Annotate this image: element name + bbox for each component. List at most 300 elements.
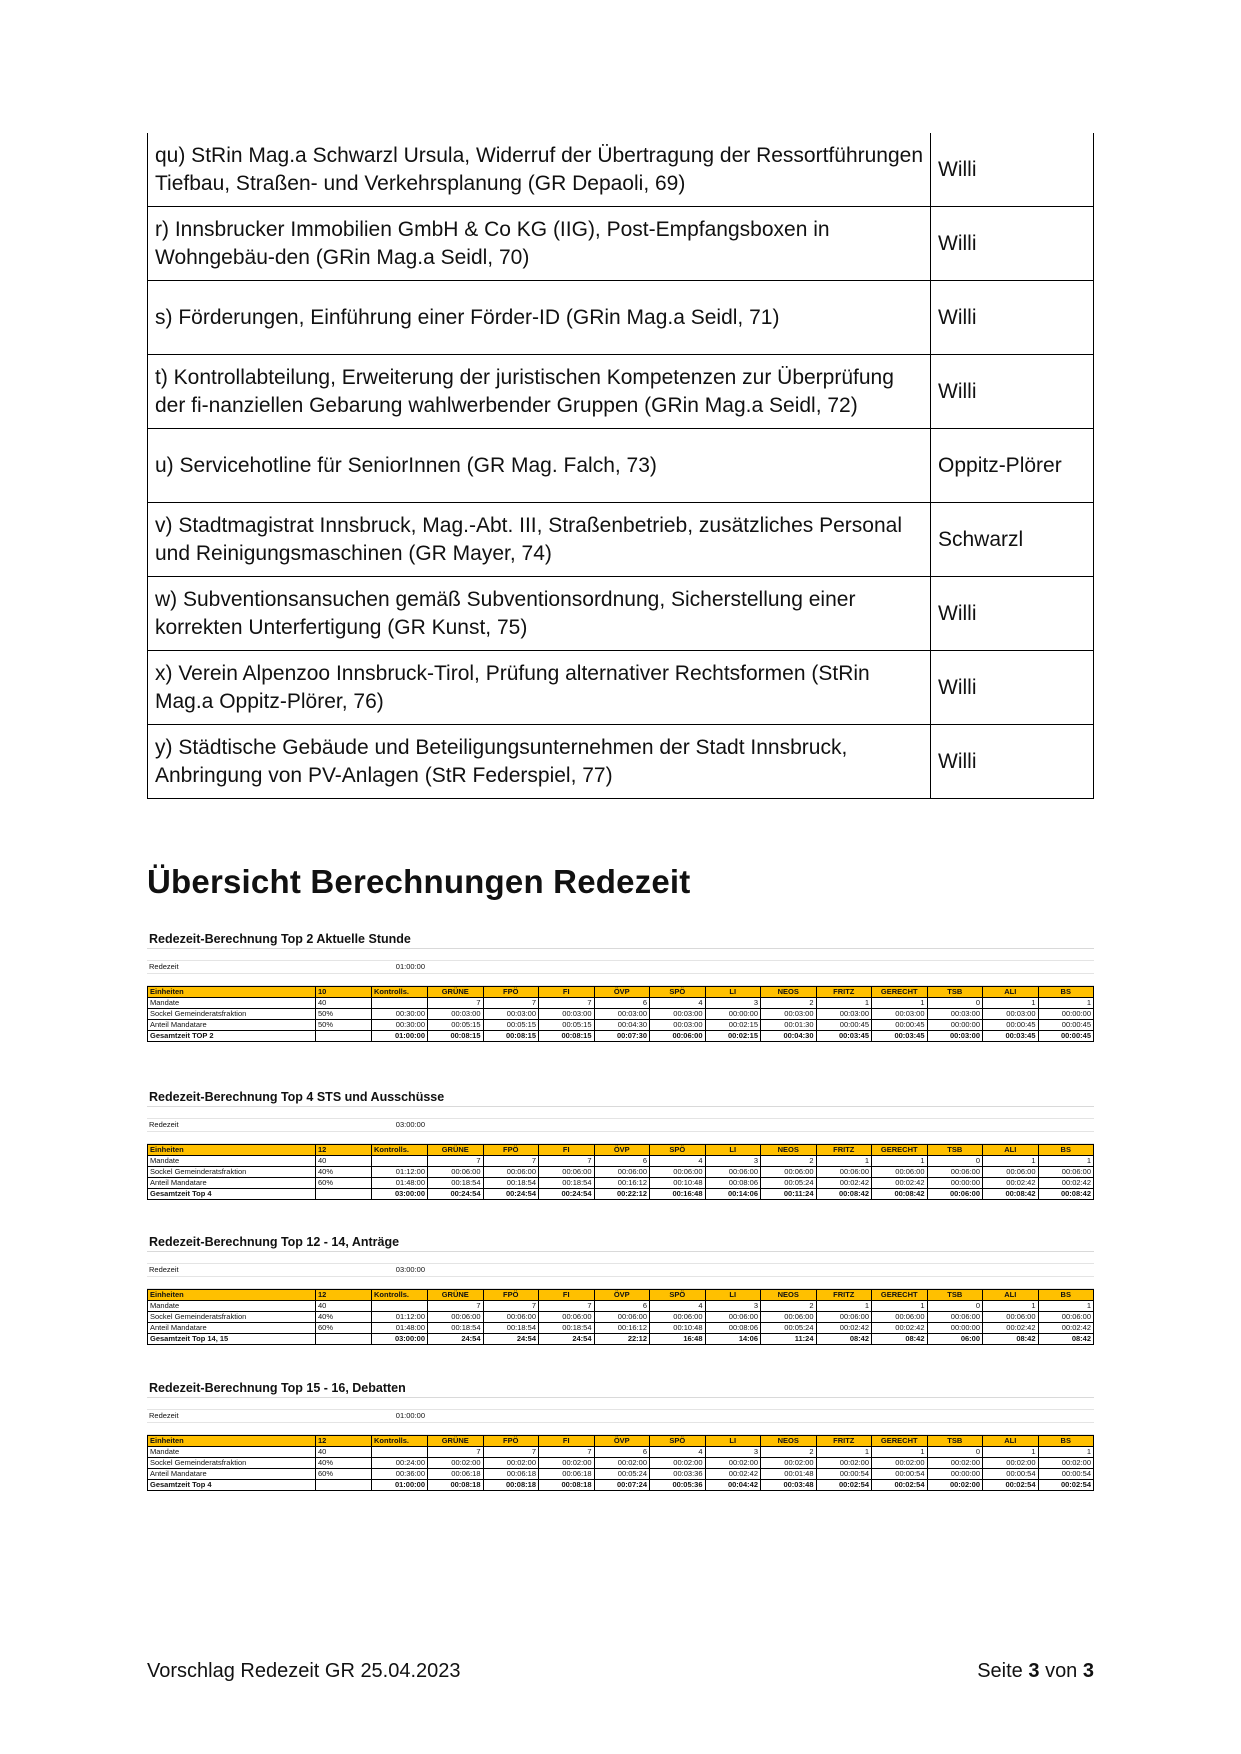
agenda-item-person: Willi [931,577,1094,651]
anteil-cell: 00:04:30 [594,1020,650,1031]
mandate-cell: 7 [539,1301,595,1312]
total-ctrl: 03:00:00 [372,1334,428,1345]
sockel-cell: 00:06:00 [1038,1312,1094,1323]
agenda-item-text: qu) StRin Mag.a Schwarzl Ursula, Widerruf der Übertragung der Ressortführungen Tiefbau, Straßen- und Verkehrsplanung (GR Depaoli, 69) [148,133,931,207]
anteil-cell: 00:10:48 [650,1323,706,1334]
anteil-cell: 00:02:42 [816,1178,872,1189]
header-party: GERECHT [872,987,928,998]
redezeit-label: Redezeit [149,1120,179,1129]
agenda-item-person: Willi [931,281,1094,355]
agenda-item-person: Willi [931,651,1094,725]
header-party: NEOS [761,987,817,998]
mandate-cell: 7 [539,1447,595,1458]
header-party: FI [539,987,595,998]
header-party: TSB [927,1145,983,1156]
anteil-cell: 00:10:48 [650,1178,706,1189]
sheet-title: Redezeit-Berechnung Top 12 - 14, Anträge [147,1232,1094,1252]
total-cell: 00:02:54 [983,1480,1039,1491]
sockel-cell: 00:02:00 [594,1458,650,1469]
anteil-row [148,1178,1094,1189]
blank-row [147,974,1094,986]
footer-document-title: Vorschlag Redezeit GR 25.04.2023 [147,1660,461,1682]
mandate-cell: 2 [761,1447,817,1458]
sockel-cell: 00:03:00 [483,1009,539,1020]
header-party: GRÜNE [428,1145,484,1156]
anteil-cell: 00:00:45 [1038,1020,1094,1031]
blank-row [147,949,1094,961]
sockel-cell: 00:03:00 [594,1009,650,1020]
redezeit-value: 03:00:00 [395,1265,425,1274]
total-cell: 00:02:15 [705,1031,761,1042]
mandate-cell: 2 [761,998,817,1009]
header-party: GERECHT [872,1145,928,1156]
mandate-cell: 4 [650,1301,706,1312]
anteil-cell: 00:00:00 [927,1020,983,1031]
redezeit-value: 01:00:00 [395,962,425,971]
mandate-row [148,1301,1094,1312]
sockel-cell: 00:06:00 [705,1312,761,1323]
page-current: 3 [1028,1660,1040,1682]
total-cell: 08:42 [872,1334,928,1345]
anteil-cell: 00:05:15 [539,1020,595,1031]
anteil-cell: 00:18:54 [483,1323,539,1334]
mandate-label: Mandate [148,1301,316,1312]
anteil-cell: 00:16:12 [594,1178,650,1189]
mandate-cell: 6 [594,1301,650,1312]
total-cell: 24:54 [428,1334,484,1345]
sockel-ctrl: 01:12:00 [372,1167,428,1178]
total-cell: 00:06:00 [927,1189,983,1200]
header-einheiten: Einheiten [148,1145,316,1156]
footer-page-number [977,1657,1094,1685]
mandate-cell: 3 [705,1301,761,1312]
sockel-cell: 00:00:00 [705,1009,761,1020]
agenda-item-text: y) Städtische Gebäude und Beteiligungsunternehmen der Stadt Innsbruck, Anbringung von PV-Anlagen (StR Federspiel, 77) [148,725,931,799]
total-cell: 24:54 [483,1334,539,1345]
header-party: ALI [983,1145,1039,1156]
anteil-cell: 00:03:00 [650,1020,706,1031]
agenda-row [148,725,1094,799]
total-cell: 00:08:42 [816,1189,872,1200]
mandate-cell: 7 [428,1301,484,1312]
sockel-cell: 00:03:00 [816,1009,872,1020]
anteil-ctrl: 00:30:00 [372,1020,428,1031]
header-party: FI [539,1436,595,1447]
header-party: BS [1038,1290,1094,1301]
redezeit-table [147,1289,1094,1345]
mandate-cell: 3 [705,998,761,1009]
mandate-cell: 7 [483,1156,539,1167]
header-einheiten-value: 12 [316,1436,372,1447]
sockel-pct: 40% [316,1312,372,1323]
blank-row [147,1423,1094,1435]
total-cell: 00:08:42 [1038,1189,1094,1200]
sockel-row [148,1167,1094,1178]
anteil-cell: 00:02:42 [816,1323,872,1334]
anteil-ctrl: 00:36:00 [372,1469,428,1480]
total-row [148,1334,1094,1345]
mandate-ctrl [372,1447,428,1458]
total-cell: 00:06:00 [650,1031,706,1042]
anteil-cell: 00:01:30 [761,1020,817,1031]
header-einheiten: Einheiten [148,1290,316,1301]
sockel-label: Sockel Gemeinderatsfraktion [148,1009,316,1020]
header-party: GERECHT [872,1436,928,1447]
anteil-row [148,1020,1094,1031]
blank-row [147,1132,1094,1144]
total-cell: 00:24:54 [539,1189,595,1200]
mandate-cell: 1 [983,1301,1039,1312]
total-ctrl: 01:00:00 [372,1031,428,1042]
sheet-title: Redezeit-Berechnung Top 4 STS und Ausschüsse [147,1087,1094,1107]
sockel-cell: 00:02:00 [927,1458,983,1469]
header-party: ÖVP [594,1145,650,1156]
redezeit-label: Redezeit [149,962,179,971]
header-party: FRITZ [816,1436,872,1447]
mandate-total: 40 [316,1301,372,1312]
header-party: GRÜNE [428,1290,484,1301]
total-cell: 00:04:30 [761,1031,817,1042]
mandate-row [148,1447,1094,1458]
agenda-item-person: Willi [931,133,1094,207]
sockel-cell: 00:06:00 [650,1312,706,1323]
sockel-cell: 00:06:00 [650,1167,706,1178]
mandate-cell: 0 [927,1156,983,1167]
total-cell: 00:08:18 [483,1480,539,1491]
mandate-cell: 4 [650,1447,706,1458]
header-party: NEOS [761,1290,817,1301]
total-cell: 00:02:00 [927,1480,983,1491]
anteil-cell: 00:00:54 [983,1469,1039,1480]
header-party: FI [539,1145,595,1156]
anteil-pct: 60% [316,1323,372,1334]
redezeit-row [147,961,1094,974]
section-heading: Übersicht Berechnungen Redezeit [147,863,691,900]
header-row [148,1145,1094,1156]
redezeit-sheet [147,1378,1094,1491]
header-party: BS [1038,1436,1094,1447]
anteil-label: Anteil Mandatare [148,1178,316,1189]
anteil-cell: 00:02:42 [983,1323,1039,1334]
total-cell: 00:08:15 [539,1031,595,1042]
mandate-label: Mandate [148,1156,316,1167]
anteil-cell: 00:02:42 [872,1178,928,1189]
redezeit-table [147,986,1094,1042]
agenda-item-text: t) Kontrollabteilung, Erweiterung der juristischen Kompetenzen zur Überprüfung der fi-nanziellen Gebarung wahlwerbender Gruppen (GRin Mag.a Seidl, 72) [148,355,931,429]
anteil-cell: 00:00:54 [816,1469,872,1480]
mandate-cell: 7 [483,1447,539,1458]
agenda-table [147,133,1094,799]
mandate-cell: 1 [983,1156,1039,1167]
mandate-cell: 1 [1038,1447,1094,1458]
mandate-cell: 2 [761,1156,817,1167]
total-cell: 00:16:48 [650,1189,706,1200]
sockel-cell: 00:02:00 [816,1458,872,1469]
total-cell: 00:02:54 [872,1480,928,1491]
sockel-label: Sockel Gemeinderatsfraktion [148,1458,316,1469]
agenda-item-text: s) Förderungen, Einführung einer Förder-ID (GRin Mag.a Seidl, 71) [148,281,931,355]
agenda-item-person: Willi [931,207,1094,281]
sockel-row [148,1009,1094,1020]
agenda-row [148,355,1094,429]
redezeit-table [147,1435,1094,1491]
sockel-cell: 00:06:00 [483,1312,539,1323]
header-row [148,1436,1094,1447]
anteil-cell: 00:18:54 [539,1323,595,1334]
redezeit-pad [315,1264,371,1276]
anteil-pct: 50% [316,1020,372,1031]
mandate-ctrl [372,1156,428,1167]
mandate-cell: 7 [428,1447,484,1458]
sockel-pct: 50% [316,1009,372,1020]
agenda-item-text: u) Servicehotline für SeniorInnen (GR Mag. Falch, 73) [148,429,931,503]
redezeit-pad [315,1410,371,1422]
sockel-cell: 00:06:00 [872,1167,928,1178]
blank-row [147,1277,1094,1289]
sockel-cell: 00:06:00 [594,1312,650,1323]
mandate-cell: 0 [927,1301,983,1312]
total-row [148,1031,1094,1042]
header-party: FRITZ [816,1290,872,1301]
sockel-cell: 00:06:00 [428,1312,484,1323]
agenda-body [148,133,1094,799]
anteil-cell: 00:02:15 [705,1020,761,1031]
sockel-cell: 00:06:00 [816,1312,872,1323]
sockel-cell: 00:03:00 [983,1009,1039,1020]
mandate-cell: 1 [872,1447,928,1458]
header-party: ALI [983,1436,1039,1447]
sheet-title: Redezeit-Berechnung Top 2 Aktuelle Stunde [147,929,1094,949]
anteil-cell: 00:00:45 [816,1020,872,1031]
anteil-cell: 00:16:12 [594,1323,650,1334]
agenda-row [148,577,1094,651]
total-cell: 14:06 [705,1334,761,1345]
sockel-cell: 00:02:00 [483,1458,539,1469]
total-label: Gesamtzeit Top 4 [148,1189,316,1200]
agenda-row [148,651,1094,725]
total-cell: 00:05:36 [650,1480,706,1491]
total-cell: 00:04:42 [705,1480,761,1491]
total-cell: 00:03:45 [872,1031,928,1042]
blank-row [147,1398,1094,1410]
anteil-cell: 00:02:42 [872,1323,928,1334]
total-cell: 24:54 [539,1334,595,1345]
mandate-cell: 0 [927,998,983,1009]
header-party: GRÜNE [428,1436,484,1447]
mandate-ctrl [372,1301,428,1312]
mandate-label: Mandate [148,998,316,1009]
header-einheiten: Einheiten [148,1436,316,1447]
mandate-cell: 1 [816,1301,872,1312]
anteil-cell: 00:02:42 [1038,1178,1094,1189]
agenda-row [148,281,1094,355]
sockel-cell: 00:02:00 [428,1458,484,1469]
sockel-cell: 00:06:00 [539,1312,595,1323]
sockel-cell: 00:06:00 [872,1312,928,1323]
header-party: GERECHT [872,1290,928,1301]
anteil-label: Anteil Mandatare [148,1323,316,1334]
total-pct [316,1031,372,1042]
total-label: Gesamtzeit Top 14, 15 [148,1334,316,1345]
blank-row [147,1252,1094,1264]
agenda-item-person: Oppitz-Plörer [931,429,1094,503]
page-prefix: Seite [977,1660,1023,1682]
total-cell: 00:22:12 [594,1189,650,1200]
mandate-cell: 3 [705,1156,761,1167]
total-label: Gesamtzeit TOP 2 [148,1031,316,1042]
mandate-cell: 6 [594,998,650,1009]
header-party: TSB [927,1290,983,1301]
total-pct [316,1480,372,1491]
redezeit-row [147,1410,1094,1423]
agenda-item-person: Schwarzl [931,503,1094,577]
anteil-cell: 00:05:24 [761,1178,817,1189]
agenda-row [148,503,1094,577]
sockel-cell: 00:06:00 [927,1167,983,1178]
mandate-cell: 4 [650,1156,706,1167]
mandate-total: 40 [316,998,372,1009]
anteil-cell: 00:02:42 [1038,1323,1094,1334]
header-party: SPÖ [650,987,706,998]
mandate-cell: 0 [927,1447,983,1458]
total-cell: 08:42 [816,1334,872,1345]
mandate-cell: 7 [428,998,484,1009]
total-cell: 00:03:45 [816,1031,872,1042]
mandate-cell: 7 [428,1156,484,1167]
sockel-cell: 00:06:00 [428,1167,484,1178]
mandate-cell: 2 [761,1301,817,1312]
mandate-cell: 4 [650,998,706,1009]
mandate-row [148,1156,1094,1167]
anteil-cell: 00:00:45 [872,1020,928,1031]
sockel-cell: 00:02:00 [650,1458,706,1469]
total-cell: 00:00:45 [1038,1031,1094,1042]
mandate-cell: 6 [594,1447,650,1458]
anteil-cell: 00:02:42 [983,1178,1039,1189]
total-cell: 00:02:54 [1038,1480,1094,1491]
mandate-cell: 7 [483,1301,539,1312]
total-pct [316,1189,372,1200]
anteil-cell: 00:18:54 [483,1178,539,1189]
sockel-cell: 00:03:00 [927,1009,983,1020]
header-einheiten-value: 12 [316,1290,372,1301]
sockel-cell: 00:06:00 [705,1167,761,1178]
sockel-cell: 00:02:00 [539,1458,595,1469]
header-party: BS [1038,1145,1094,1156]
redezeit-row [147,1119,1094,1132]
header-party: BS [1038,987,1094,998]
page-mid: von [1045,1660,1078,1682]
header-party: FRITZ [816,987,872,998]
mandate-cell: 1 [816,1156,872,1167]
mandate-cell: 1 [816,998,872,1009]
agenda-row [148,207,1094,281]
sockel-cell: 00:06:00 [983,1312,1039,1323]
total-cell: 00:24:54 [483,1189,539,1200]
total-cell: 00:07:30 [594,1031,650,1042]
blank-row [147,1107,1094,1119]
header-party: FRITZ [816,1145,872,1156]
mandate-row [148,998,1094,1009]
anteil-cell: 00:18:54 [539,1178,595,1189]
total-cell: 00:08:15 [428,1031,484,1042]
header-party: SPÖ [650,1436,706,1447]
header-party: GRÜNE [428,987,484,998]
mandate-cell: 7 [539,1156,595,1167]
agenda-item-text: v) Stadtmagistrat Innsbruck, Mag.-Abt. III, Straßenbetrieb, zusätzliches Personal und Reinigungsmaschinen (GR Mayer, 74) [148,503,931,577]
redezeit-sheet [147,1232,1094,1345]
sockel-pct: 40% [316,1458,372,1469]
header-party: NEOS [761,1436,817,1447]
sockel-label: Sockel Gemeinderatsfraktion [148,1312,316,1323]
sockel-cell: 00:02:00 [1038,1458,1094,1469]
sockel-cell: 00:02:00 [983,1458,1039,1469]
agenda-item-person: Willi [931,725,1094,799]
redezeit-pad [315,1119,371,1131]
total-cell: 00:08:42 [872,1189,928,1200]
total-cell: 00:08:42 [983,1189,1039,1200]
redezeit-table [147,1144,1094,1200]
total-cell: 11:24 [761,1334,817,1345]
header-party: ÖVP [594,987,650,998]
mandate-total: 40 [316,1447,372,1458]
anteil-cell: 00:06:18 [539,1469,595,1480]
total-cell: 00:08:18 [539,1480,595,1491]
redezeit-label: Redezeit [149,1411,179,1420]
mandate-cell: 1 [872,998,928,1009]
sockel-cell: 00:02:00 [705,1458,761,1469]
anteil-label: Anteil Mandatare [148,1469,316,1480]
anteil-cell: 00:01:48 [761,1469,817,1480]
anteil-row [148,1323,1094,1334]
header-party: LI [705,1436,761,1447]
sockel-cell: 00:00:00 [1038,1009,1094,1020]
anteil-pct: 60% [316,1469,372,1480]
header-party: LI [705,1290,761,1301]
redezeit-row [147,1264,1094,1277]
total-cell: 00:03:00 [927,1031,983,1042]
header-party: ÖVP [594,1436,650,1447]
mandate-cell: 1 [1038,1301,1094,1312]
header-party: SPÖ [650,1145,706,1156]
anteil-cell: 00:00:54 [872,1469,928,1480]
sockel-cell: 00:03:00 [539,1009,595,1020]
sockel-cell: 00:06:00 [927,1312,983,1323]
total-cell: 00:08:15 [483,1031,539,1042]
header-party: ÖVP [594,1290,650,1301]
total-cell: 00:11:24 [761,1189,817,1200]
sockel-label: Sockel Gemeinderatsfraktion [148,1167,316,1178]
header-party: FI [539,1290,595,1301]
sockel-cell: 00:03:00 [872,1009,928,1020]
header-row [148,987,1094,998]
redezeit-value: 03:00:00 [395,1120,425,1129]
total-cell: 00:02:54 [816,1480,872,1491]
anteil-cell: 00:08:06 [705,1323,761,1334]
header-party: TSB [927,987,983,998]
mandate-ctrl [372,998,428,1009]
sockel-cell: 00:06:00 [539,1167,595,1178]
total-row [148,1480,1094,1491]
mandate-cell: 1 [816,1447,872,1458]
header-einheiten-value: 10 [316,987,372,998]
agenda-row [148,133,1094,207]
redezeit-value: 01:00:00 [395,1411,425,1420]
sockel-row [148,1458,1094,1469]
total-cell: 08:42 [983,1334,1039,1345]
total-cell: 16:48 [650,1334,706,1345]
agenda-item-person: Willi [931,355,1094,429]
